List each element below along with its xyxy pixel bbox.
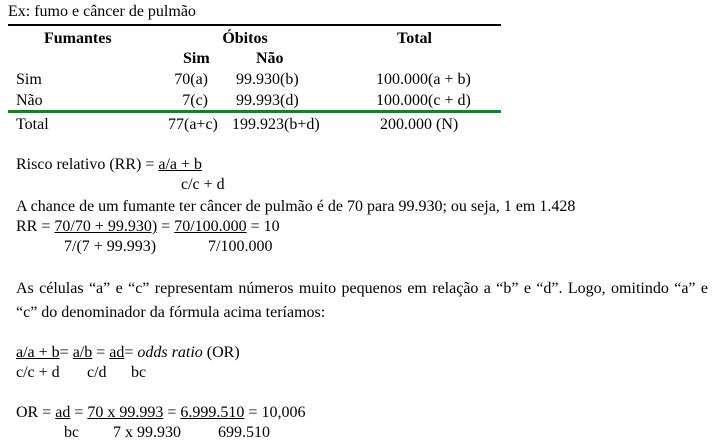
row-label: Sim — [16, 71, 42, 88]
rr-lhs: Risco relativo (RR) = — [16, 156, 159, 173]
or-calc-n1: ad — [55, 404, 71, 421]
or-eq3: = — [124, 344, 138, 361]
table-top-rule — [8, 24, 501, 26]
or-tail: (OR) — [202, 344, 240, 361]
cell-total: 100.000(c + d) — [376, 92, 471, 109]
or-calc-d3: 699.510 — [218, 424, 270, 441]
cell-deaths-yes: 70(a) — [174, 71, 208, 88]
or-calc-n2: 70 x 99.993 — [87, 404, 164, 421]
rr-numerator: a/a + b — [158, 156, 203, 173]
row-label: Não — [16, 92, 43, 109]
cell-deaths-no: 99.930(b) — [236, 71, 299, 88]
chance-sentence: A chance de um fumante ter câncer de pulmão é de 70 para 99.930; ou seja, 1 em 1.428 — [16, 198, 576, 215]
or-calc-d1: bc — [64, 424, 80, 441]
cell-deaths-yes: 7(c) — [182, 92, 208, 109]
header-deaths: Óbitos — [222, 30, 268, 47]
rr-definition — [16, 155, 202, 175]
header-smokers: Fumantes — [44, 30, 112, 47]
rr-denominator: c/c + d — [181, 176, 225, 193]
rr-calc-den2: 7/100.000 — [208, 238, 273, 255]
or-italic: odds ratio — [137, 344, 203, 361]
or-calc-eq2: = — [163, 404, 181, 421]
or-calc-lhs: OR = — [16, 404, 56, 421]
cell-deaths-no: 99.993(d) — [236, 92, 299, 109]
cell-total: 100.000(a + b) — [376, 71, 471, 88]
or-d2: c/d — [87, 364, 107, 381]
explanation-paragraph: As células “a” e “c” representam números muito pequenos em relação a “b” e “d”. Logo, omitindo “a” e “c” do denominador da fórmula acima teríamos: — [16, 280, 708, 321]
or-calculation — [16, 403, 305, 423]
or-n2: a/b — [72, 344, 93, 361]
header-total: Total — [397, 30, 432, 47]
header-yes: Sim — [183, 50, 210, 67]
example-title: Ex: fumo e câncer de pulmão — [8, 3, 196, 20]
or-calc-n3: 6.999.510 — [180, 404, 245, 421]
or-n1: a/a + b — [16, 344, 60, 361]
row-label: Total — [16, 116, 49, 133]
or-eq2: = — [92, 344, 110, 361]
rr-calc-lhs: RR = — [16, 218, 55, 235]
or-eq1: = — [59, 344, 73, 361]
rr-calc-num2: 70/100.000 — [174, 218, 247, 235]
rr-calc-den1: 7/(7 + 99.993) — [64, 238, 157, 255]
cell-deaths-no: 199.923(b+d) — [232, 116, 320, 133]
or-n3: ad — [109, 344, 125, 361]
rr-calc-num1: 70/70 + 99.930) — [54, 218, 158, 235]
or-d1: c/c + d — [16, 364, 60, 381]
cell-total: 200.000 (N) — [380, 116, 459, 133]
or-calc-tail: = 10,006 — [244, 404, 306, 421]
rr-calc-result: = 10 — [246, 218, 280, 235]
or-d3: bc — [131, 364, 147, 381]
rr-calc-eq: = — [157, 218, 175, 235]
or-calc-eq1: = — [70, 404, 88, 421]
header-no: Não — [256, 50, 284, 67]
or-definition — [16, 343, 240, 363]
or-calc-d2: 7 x 99.930 — [113, 424, 181, 441]
rr-calculation — [16, 217, 280, 237]
cell-deaths-yes: 77(a+c) — [168, 116, 218, 133]
